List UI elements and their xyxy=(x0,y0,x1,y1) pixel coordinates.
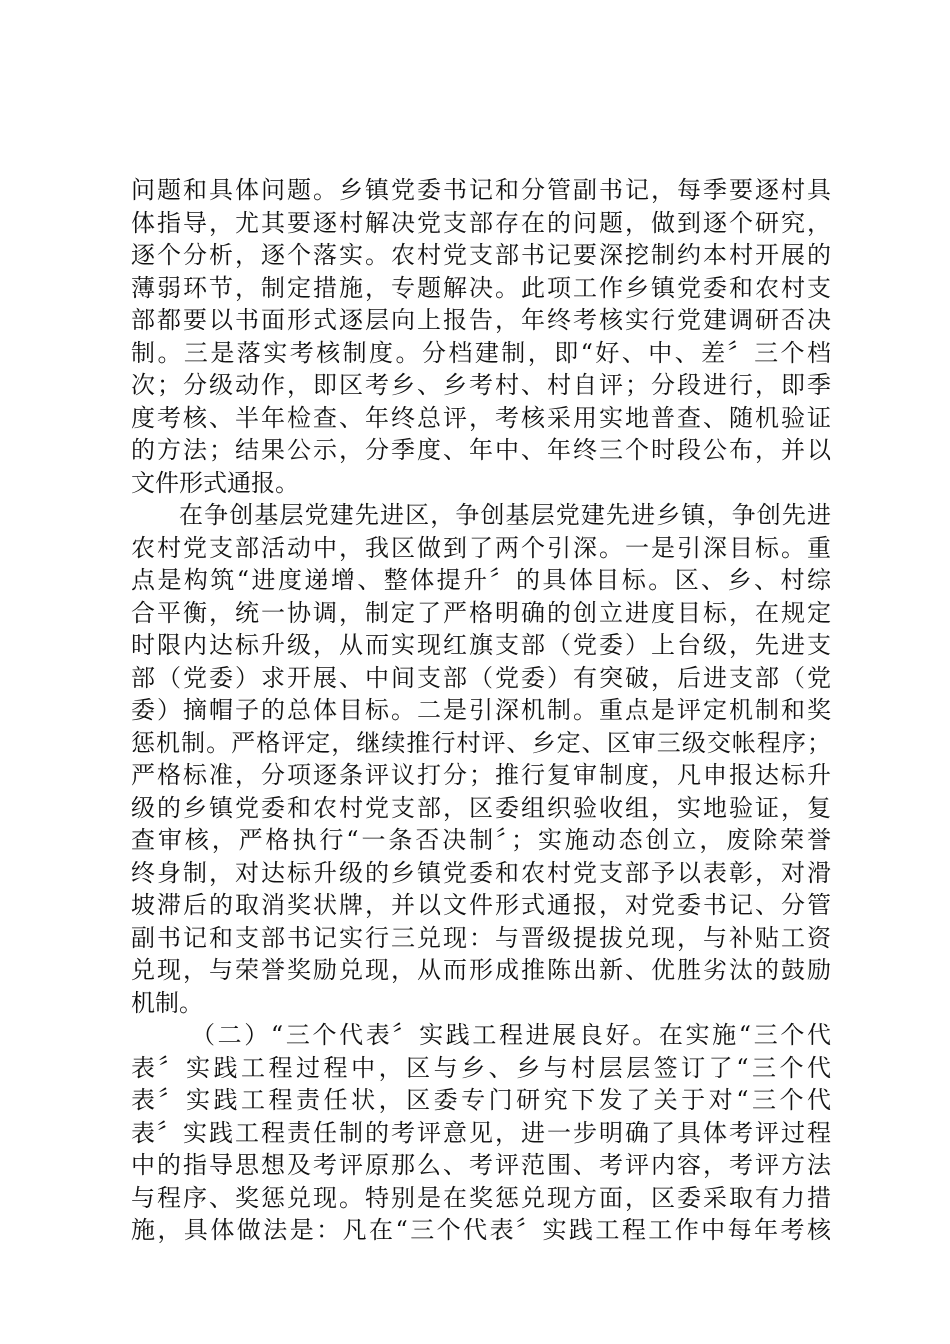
text-line: 薄弱环节，制定措施，专题解决。此项工作乡镇党委和农村支 xyxy=(131,273,831,302)
text-line: 表〞实践工程责任状，区委专门研究下发了关于对“三个代 xyxy=(131,1086,831,1114)
text-line: 度考核、半年检查、年终总评，考核采用实地普查、随机验证 xyxy=(131,403,831,432)
text-line: 委）摘帽子的总体目标。二是引深机制。重点是评定机制和奖 xyxy=(131,696,831,724)
text-line: 施，具体做法是：凡在“三个代表〞实践工程工作中每年考核 xyxy=(131,1216,831,1244)
text-line: 兑现，与荣誉奖励兑现，从而形成推陈出新、优胜劣汰的鼓励 xyxy=(131,956,831,984)
text-line: 终身制，对达标升级的乡镇党委和农村党支部予以表彰，对滑 xyxy=(131,858,831,887)
text-line: 惩机制。严格评定，继续推行村评、乡定、区审三级交帐程序； xyxy=(131,728,831,757)
document-body xyxy=(131,174,831,1247)
text-line: 部都要以书面形式逐层向上报告，年终考核实行党建调研否决 xyxy=(131,306,831,334)
text-line: 部（党委）求开展、中间支部（党委）有突破，后进支部（党 xyxy=(131,663,831,692)
text-line: 逐个分析，逐个落实。农村党支部书记要深挖制约本村开展的 xyxy=(131,241,831,269)
text-line: （二）“三个代表〞实践工程进展良好。在实施“三个代 xyxy=(191,1021,831,1049)
text-line: 与程序、奖惩兑现。特别是在奖惩兑现方面，区委采取有力措 xyxy=(131,1183,831,1212)
text-line: 文件形式通报。 xyxy=(131,468,299,497)
text-line: 点是构筑“进度递增、整体提升〞的具体目标。区、乡、村综 xyxy=(131,566,831,594)
text-line: 副书记和支部书记实行三兑现：与晋级提拔兑现，与补贴工资 xyxy=(131,923,831,952)
text-line: 制。三是落实考核制度。分档建制，即“好、中、差〞三个档 xyxy=(131,338,831,367)
text-line: 在争创基层党建先进区，争创基层党建先进乡镇，争创先进 xyxy=(179,501,831,529)
text-line: 严格标准，分项逐条评议打分；推行复审制度，凡申报达标升 xyxy=(131,761,831,789)
text-line: 的方法；结果公示，分季度、年中、年终三个时段公布，并以 xyxy=(131,436,831,464)
text-line: 坡滞后的取消奖状牌，并以文件形式通报，对党委书记、分管 xyxy=(131,891,831,919)
text-line: 问题和具体问题。乡镇党委书记和分管副书记，每季要逐村具 xyxy=(131,176,831,204)
text-line: 机制。 xyxy=(131,988,203,1017)
text-line: 体指导，尤其要逐村解决党支部存在的问题，做到逐个研究， xyxy=(131,208,831,237)
paragraph-3 xyxy=(131,1019,831,1247)
text-line: 表〞实践工程过程中，区与乡、乡与村层层签订了“三个代 xyxy=(131,1053,831,1082)
text-line: 中的指导思想及考评原那么、考评范围、考评内容，考评方法 xyxy=(131,1151,831,1179)
text-line: 农村党支部活动中，我区做到了两个引深。一是引深目标。重 xyxy=(131,533,831,562)
text-line: 表〞实践工程责任制的考评意见，进一步明确了具体考评过程 xyxy=(131,1118,831,1147)
text-line: 查审核，严格执行“一条否决制〞；实施动态创立，废除荣誉 xyxy=(131,826,831,854)
text-line: 次；分级动作，即区考乡、乡考村、村自评；分段进行，即季 xyxy=(131,371,831,399)
text-line: 时限内达标升级，从而实现红旗支部（党委）上台级，先进支 xyxy=(131,631,831,659)
text-line: 级的乡镇党委和农村党支部，区委组织验收组，实地验证，复 xyxy=(131,793,831,822)
text-line: 合平衡，统一协调，制定了严格明确的创立进度目标，在规定 xyxy=(131,598,831,627)
paragraph-2 xyxy=(131,499,831,1019)
paragraph-1 xyxy=(131,174,831,499)
